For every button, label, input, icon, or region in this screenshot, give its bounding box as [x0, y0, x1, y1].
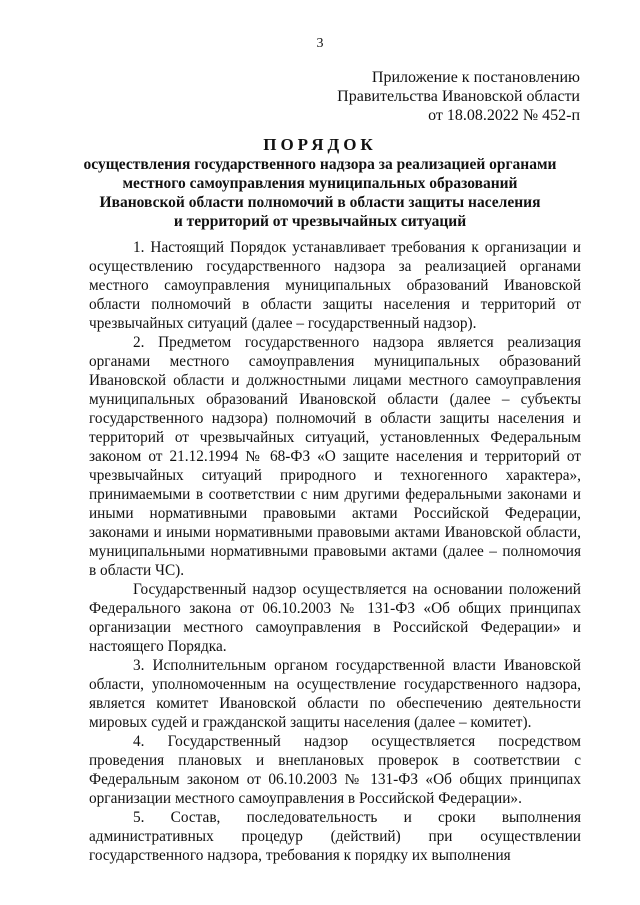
paragraph-2: 2. Предметом государственного надзора является реализация органами местного самоуправления муниципальных образований Ивановской области и должностными лицами местного самоуправления муниципальных образований Ивановской области (далее – субъекты государственного надзора) полномочий в области защиты населения и территорий от чрезвычайных ситуаций, установленных Федеральным законом от 21.12.1994 № 68-ФЗ «О защите населения и территорий от чрезвычайных ситуаций природного и техногенного характера», принимаемыми в соответствии с ним другими федеральными законами и иными нормативными правовыми актами Российской Федерации, законами и иными нормативными правовыми актами Ивановской области, муниципальными нормативными правовыми актами (далее – полномочия в области ЧС). — [89, 334, 581, 579]
paragraph-3: 3. Исполнительным органом государственной власти Ивановской области, уполномоченным на осуществление государственного надзора, является комитет Ивановской области по обеспечению деятельности мировых судей и гражданской защиты населения (далее – комитет). — [89, 657, 581, 731]
paragraph-1: 1. Настоящий Порядок устанавливает требования к организации и осуществлению государственного надзора за реализацией органами местного самоуправления муниципальных образований Ивановской области полномочий в области защиты населения и территорий от чрезвычайных ситуаций (далее – государственный надзор). — [89, 239, 581, 332]
page-number: 3 — [316, 36, 324, 51]
paragraph-4: 4. Государственный надзор осуществляется посредством проведения плановых и внеплановых проверок в соответствии с Федеральным законом от 06.10.2003 № 131-ФЗ «Об общих принципах организации местного самоуправления в Российской Федерации». — [89, 733, 581, 807]
appendix-line-3: от 18.08.2022 № 452-п — [428, 107, 580, 124]
appendix-line-2: Правительства Ивановской области — [337, 88, 580, 105]
subtitle-line-2: местного самоуправления муниципальных образований — [122, 175, 518, 192]
subtitle-line-3: Ивановской области полномочий в области защиты населения — [99, 194, 541, 211]
paragraph-2-continued: Государственный надзор осуществляется на основании положений Федерального закона от 06.10.2003 № 131-ФЗ «Об общих принципах организации местного самоуправления в Российской Федерации» и настоящего Порядка. — [89, 581, 581, 655]
appendix-line-1: Приложение к постановлению — [371, 69, 580, 86]
paragraph-5: 5. Состав, последовательность и сроки выполнения административных процедур (действий) при осуществлении государственного надзора, требования к порядку их выполнения — [89, 809, 581, 864]
appendix-header — [337, 68, 580, 125]
document-body — [89, 238, 581, 865]
subtitle-line-4: и территорий от чрезвычайных ситуаций — [173, 213, 467, 230]
document-subtitle — [80, 155, 560, 231]
document-title: ПОРЯДОК — [263, 135, 377, 154]
subtitle-line-1: осуществления государственного надзора за реализацией органами — [83, 156, 557, 173]
